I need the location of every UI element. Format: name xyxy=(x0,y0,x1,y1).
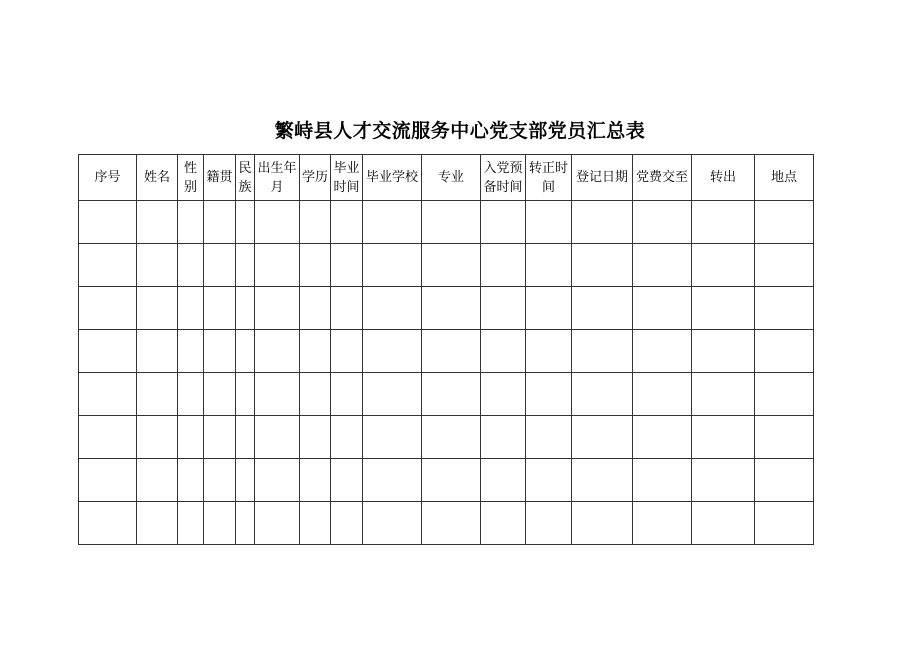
cell-school xyxy=(363,373,422,416)
member-summary-table xyxy=(78,154,814,545)
cell-register-date xyxy=(572,287,633,330)
table-row xyxy=(79,330,814,373)
cell-native-place xyxy=(204,373,236,416)
cell-major xyxy=(422,287,481,330)
table-row xyxy=(79,373,814,416)
cell-seq xyxy=(79,287,137,330)
cell-register-date xyxy=(572,330,633,373)
cell-school xyxy=(363,244,422,287)
cell-transfer-out xyxy=(692,373,755,416)
cell-location xyxy=(755,459,814,502)
cell-location xyxy=(755,416,814,459)
header-row xyxy=(79,155,814,201)
cell-major xyxy=(422,459,481,502)
cell-birth xyxy=(255,330,300,373)
cell-grad-time xyxy=(331,459,363,502)
header-full-member: 转正时间 xyxy=(526,155,572,201)
cell-register-date xyxy=(572,244,633,287)
cell-dues-to xyxy=(633,502,692,545)
cell-name xyxy=(137,201,178,244)
cell-ethnicity xyxy=(236,330,255,373)
cell-birth xyxy=(255,373,300,416)
cell-birth xyxy=(255,287,300,330)
header-transfer-out: 转出 xyxy=(692,155,755,201)
cell-native-place xyxy=(204,201,236,244)
cell-register-date xyxy=(572,459,633,502)
header-school: 毕业学校 xyxy=(363,155,422,201)
cell-gender xyxy=(178,330,204,373)
cell-probation-join xyxy=(481,416,526,459)
cell-name xyxy=(137,287,178,330)
cell-transfer-out xyxy=(692,287,755,330)
cell-name xyxy=(137,502,178,545)
cell-seq xyxy=(79,416,137,459)
cell-location xyxy=(755,373,814,416)
cell-register-date xyxy=(572,502,633,545)
cell-education xyxy=(300,502,331,545)
cell-major xyxy=(422,502,481,545)
cell-dues-to xyxy=(633,459,692,502)
header-probation-join: 入党预备时间 xyxy=(481,155,526,201)
cell-ethnicity xyxy=(236,459,255,502)
cell-native-place xyxy=(204,287,236,330)
cell-grad-time xyxy=(331,416,363,459)
cell-school xyxy=(363,287,422,330)
header-education: 学历 xyxy=(300,155,331,201)
cell-probation-join xyxy=(481,459,526,502)
cell-education xyxy=(300,287,331,330)
cell-full-member xyxy=(526,373,572,416)
cell-birth xyxy=(255,201,300,244)
cell-grad-time xyxy=(331,502,363,545)
cell-native-place xyxy=(204,330,236,373)
cell-location xyxy=(755,201,814,244)
cell-native-place xyxy=(204,416,236,459)
header-ethnicity: 民族 xyxy=(236,155,255,201)
cell-name xyxy=(137,459,178,502)
cell-dues-to xyxy=(633,244,692,287)
table-row xyxy=(79,201,814,244)
cell-grad-time xyxy=(331,201,363,244)
cell-native-place xyxy=(204,502,236,545)
cell-probation-join xyxy=(481,502,526,545)
cell-seq xyxy=(79,459,137,502)
cell-gender xyxy=(178,373,204,416)
cell-school xyxy=(363,330,422,373)
cell-grad-time xyxy=(331,373,363,416)
cell-birth xyxy=(255,244,300,287)
cell-seq xyxy=(79,244,137,287)
header-location: 地点 xyxy=(755,155,814,201)
table-row xyxy=(79,244,814,287)
cell-register-date xyxy=(572,416,633,459)
cell-probation-join xyxy=(481,287,526,330)
cell-full-member xyxy=(526,416,572,459)
cell-education xyxy=(300,244,331,287)
cell-major xyxy=(422,201,481,244)
cell-full-member xyxy=(526,287,572,330)
cell-full-member xyxy=(526,502,572,545)
cell-gender xyxy=(178,201,204,244)
cell-location xyxy=(755,502,814,545)
cell-register-date xyxy=(572,201,633,244)
cell-major xyxy=(422,416,481,459)
cell-native-place xyxy=(204,459,236,502)
cell-probation-join xyxy=(481,330,526,373)
cell-seq xyxy=(79,373,137,416)
cell-birth xyxy=(255,416,300,459)
cell-gender xyxy=(178,502,204,545)
cell-dues-to xyxy=(633,330,692,373)
cell-ethnicity xyxy=(236,502,255,545)
cell-full-member xyxy=(526,330,572,373)
cell-transfer-out xyxy=(692,502,755,545)
cell-ethnicity xyxy=(236,373,255,416)
cell-location xyxy=(755,330,814,373)
cell-school xyxy=(363,416,422,459)
cell-grad-time xyxy=(331,330,363,373)
cell-major xyxy=(422,373,481,416)
cell-transfer-out xyxy=(692,416,755,459)
table-row xyxy=(79,502,814,545)
cell-dues-to xyxy=(633,416,692,459)
table-body xyxy=(79,201,814,545)
cell-name xyxy=(137,416,178,459)
cell-ethnicity xyxy=(236,287,255,330)
cell-seq xyxy=(79,201,137,244)
cell-seq xyxy=(79,330,137,373)
cell-transfer-out xyxy=(692,244,755,287)
header-gender: 性别 xyxy=(178,155,204,201)
cell-education xyxy=(300,201,331,244)
header-grad-time: 毕业时间 xyxy=(331,155,363,201)
cell-gender xyxy=(178,459,204,502)
cell-dues-to xyxy=(633,373,692,416)
cell-name xyxy=(137,373,178,416)
cell-transfer-out xyxy=(692,459,755,502)
cell-major xyxy=(422,330,481,373)
table-row xyxy=(79,287,814,330)
cell-gender xyxy=(178,416,204,459)
cell-birth xyxy=(255,459,300,502)
cell-education xyxy=(300,330,331,373)
cell-grad-time xyxy=(331,287,363,330)
cell-education xyxy=(300,373,331,416)
cell-ethnicity xyxy=(236,244,255,287)
cell-register-date xyxy=(572,373,633,416)
cell-location xyxy=(755,287,814,330)
table-row xyxy=(79,459,814,502)
cell-school xyxy=(363,502,422,545)
cell-education xyxy=(300,416,331,459)
header-seq: 序号 xyxy=(79,155,137,201)
cell-full-member xyxy=(526,244,572,287)
header-native-place: 籍贯 xyxy=(204,155,236,201)
cell-transfer-out xyxy=(692,201,755,244)
cell-native-place xyxy=(204,244,236,287)
header-major: 专业 xyxy=(422,155,481,201)
cell-name xyxy=(137,244,178,287)
cell-location xyxy=(755,244,814,287)
document-title: 繁峙县人才交流服务中心党支部党员汇总表 xyxy=(274,120,646,142)
cell-seq xyxy=(79,502,137,545)
cell-school xyxy=(363,201,422,244)
header-name: 姓名 xyxy=(137,155,178,201)
cell-education xyxy=(300,459,331,502)
cell-probation-join xyxy=(481,244,526,287)
cell-ethnicity xyxy=(236,416,255,459)
cell-gender xyxy=(178,287,204,330)
cell-full-member xyxy=(526,201,572,244)
cell-transfer-out xyxy=(692,330,755,373)
cell-full-member xyxy=(526,459,572,502)
cell-grad-time xyxy=(331,244,363,287)
cell-major xyxy=(422,244,481,287)
cell-name xyxy=(137,330,178,373)
table-row xyxy=(79,416,814,459)
cell-school xyxy=(363,459,422,502)
cell-birth xyxy=(255,502,300,545)
cell-ethnicity xyxy=(236,201,255,244)
header-dues-to: 党费交至 xyxy=(633,155,692,201)
cell-dues-to xyxy=(633,287,692,330)
cell-gender xyxy=(178,244,204,287)
header-birth: 出生年月 xyxy=(255,155,300,201)
header-register-date: 登记日期 xyxy=(572,155,633,201)
cell-probation-join xyxy=(481,373,526,416)
cell-dues-to xyxy=(633,201,692,244)
cell-probation-join xyxy=(481,201,526,244)
